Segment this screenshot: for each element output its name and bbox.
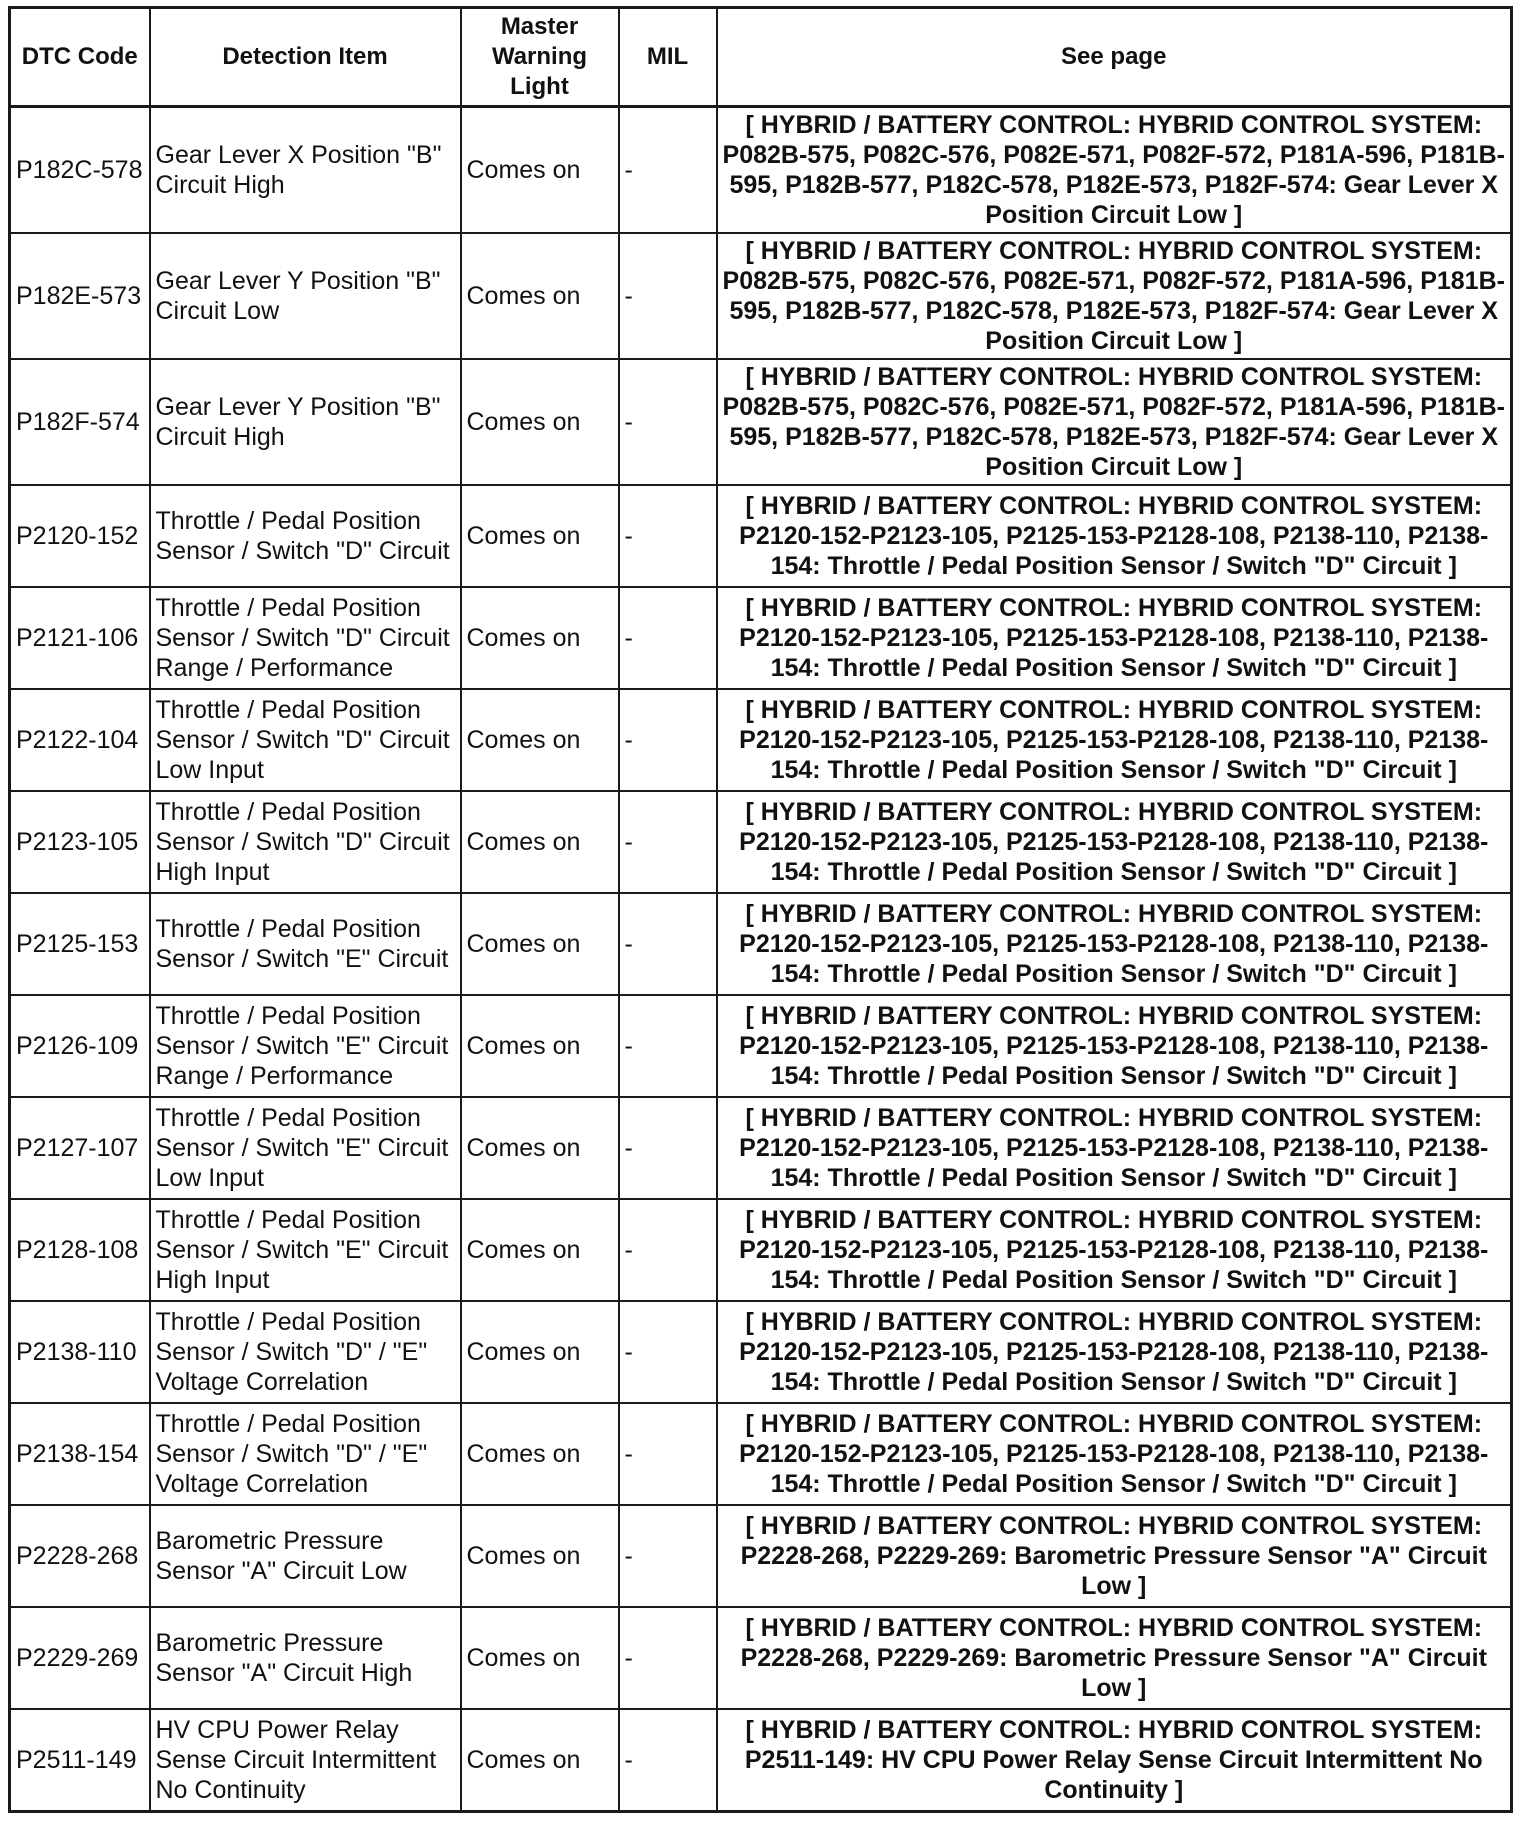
see-page-link[interactable]: [ HYBRID / BATTERY CONTROL: HYBRID CONTROL SYSTEM: P2120-152-P2123-105, P2125-153-P2128-108, P2138-110, P2138-154: Throttle / Pedal Position Sensor / Switch "D" Circuit ] (717, 689, 1512, 791)
see-page-link[interactable]: [ HYBRID / BATTERY CONTROL: HYBRID CONTROL SYSTEM: P2120-152-P2123-105, P2125-153-P2128-108, P2138-110, P2138-154: Throttle / Pedal Position Sensor / Switch "D" Circuit ] (717, 791, 1512, 893)
mil-cell: - (619, 995, 717, 1097)
dtc-code-cell: P2128-108 (10, 1199, 150, 1301)
see-page-link[interactable]: [ HYBRID / BATTERY CONTROL: HYBRID CONTROL SYSTEM: P2228-268, P2229-269: Barometric Pressure Sensor "A" Circuit Low ] (717, 1607, 1512, 1709)
mil-cell: - (619, 1709, 717, 1811)
detection-item-cell: Throttle / Pedal Position Sensor / Switch "E" Circuit (150, 893, 461, 995)
table-body (10, 107, 1512, 1812)
master-warning-light-cell: Comes on (461, 1403, 619, 1505)
mil-cell: - (619, 359, 717, 485)
dtc-code-cell: P2126-109 (10, 995, 150, 1097)
mil-cell: - (619, 1505, 717, 1607)
table-row (10, 995, 1512, 1097)
dtc-code-cell: P2228-268 (10, 1505, 150, 1607)
table-row (10, 1505, 1512, 1607)
table-row (10, 893, 1512, 995)
dtc-code-cell: P2125-153 (10, 893, 150, 995)
detection-item-cell: Throttle / Pedal Position Sensor / Switch "D" / "E" Voltage Correlation (150, 1301, 461, 1403)
table-row (10, 359, 1512, 485)
mil-cell: - (619, 791, 717, 893)
master-warning-light-cell: Comes on (461, 791, 619, 893)
dtc-code-cell: P182F-574 (10, 359, 150, 485)
mil-cell: - (619, 1199, 717, 1301)
mil-cell: - (619, 1301, 717, 1403)
see-page-link[interactable]: [ HYBRID / BATTERY CONTROL: HYBRID CONTROL SYSTEM: P2120-152-P2123-105, P2125-153-P2128-108, P2138-110, P2138-154: Throttle / Pedal Position Sensor / Switch "D" Circuit ] (717, 587, 1512, 689)
see-page-link[interactable]: [ HYBRID / BATTERY CONTROL: HYBRID CONTROL SYSTEM: P082B-575, P082C-576, P082E-571, P082F-572, P181A-596, P181B-595, P182B-577, P182C-578, P182E-573, P182F-574: Gear Lever X Position Circuit Low ] (717, 107, 1512, 234)
dtc-code-cell: P2511-149 (10, 1709, 150, 1811)
header-mil: MIL (619, 8, 717, 107)
table-row (10, 107, 1512, 234)
see-page-link[interactable]: [ HYBRID / BATTERY CONTROL: HYBRID CONTROL SYSTEM: P2120-152-P2123-105, P2125-153-P2128-108, P2138-110, P2138-154: Throttle / Pedal Position Sensor / Switch "D" Circuit ] (717, 1301, 1512, 1403)
header-dtc-code: DTC Code (10, 8, 150, 107)
see-page-link[interactable]: [ HYBRID / BATTERY CONTROL: HYBRID CONTROL SYSTEM: P2120-152-P2123-105, P2125-153-P2128-108, P2138-110, P2138-154: Throttle / Pedal Position Sensor / Switch "D" Circuit ] (717, 893, 1512, 995)
detection-item-cell: Throttle / Pedal Position Sensor / Switch "E" Circuit Range / Performance (150, 995, 461, 1097)
detection-item-cell: Barometric Pressure Sensor "A" Circuit Low (150, 1505, 461, 1607)
dtc-table-container (8, 6, 1510, 1813)
see-page-link[interactable]: [ HYBRID / BATTERY CONTROL: HYBRID CONTROL SYSTEM: P2120-152-P2123-105, P2125-153-P2128-108, P2138-110, P2138-154: Throttle / Pedal Position Sensor / Switch "D" Circuit ] (717, 1199, 1512, 1301)
master-warning-light-cell: Comes on (461, 485, 619, 587)
table-row (10, 1301, 1512, 1403)
see-page-link[interactable]: [ HYBRID / BATTERY CONTROL: HYBRID CONTROL SYSTEM: P082B-575, P082C-576, P082E-571, P082F-572, P181A-596, P181B-595, P182B-577, P182C-578, P182E-573, P182F-574: Gear Lever X Position Circuit Low ] (717, 233, 1512, 359)
mil-cell: - (619, 107, 717, 234)
detection-item-cell: Throttle / Pedal Position Sensor / Switch "D" Circuit Range / Performance (150, 587, 461, 689)
master-warning-light-cell: Comes on (461, 1301, 619, 1403)
detection-item-cell: Gear Lever Y Position "B" Circuit Low (150, 233, 461, 359)
table-row (10, 1199, 1512, 1301)
dtc-code-cell: P182C-578 (10, 107, 150, 234)
mil-cell: - (619, 485, 717, 587)
table-header (10, 8, 1512, 107)
detection-item-cell: Throttle / Pedal Position Sensor / Switch "E" Circuit High Input (150, 1199, 461, 1301)
header-see-page: See page (717, 8, 1512, 107)
table-row (10, 485, 1512, 587)
detection-item-cell: Gear Lever Y Position "B" Circuit High (150, 359, 461, 485)
table-row (10, 233, 1512, 359)
detection-item-cell: Barometric Pressure Sensor "A" Circuit High (150, 1607, 461, 1709)
master-warning-light-cell: Comes on (461, 1505, 619, 1607)
master-warning-light-cell: Comes on (461, 1607, 619, 1709)
see-page-link[interactable]: [ HYBRID / BATTERY CONTROL: HYBRID CONTROL SYSTEM: P082B-575, P082C-576, P082E-571, P082F-572, P181A-596, P181B-595, P182B-577, P182C-578, P182E-573, P182F-574: Gear Lever X Position Circuit Low ] (717, 359, 1512, 485)
mil-cell: - (619, 1607, 717, 1709)
dtc-code-cell: P2127-107 (10, 1097, 150, 1199)
header-detection-item: Detection Item (150, 8, 461, 107)
mil-cell: - (619, 1097, 717, 1199)
table-row (10, 791, 1512, 893)
table-row (10, 1097, 1512, 1199)
table-row (10, 1607, 1512, 1709)
see-page-link[interactable]: [ HYBRID / BATTERY CONTROL: HYBRID CONTROL SYSTEM: P2120-152-P2123-105, P2125-153-P2128-108, P2138-110, P2138-154: Throttle / Pedal Position Sensor / Switch "D" Circuit ] (717, 995, 1512, 1097)
dtc-code-cell: P182E-573 (10, 233, 150, 359)
see-page-link[interactable]: [ HYBRID / BATTERY CONTROL: HYBRID CONTROL SYSTEM: P2120-152-P2123-105, P2125-153-P2128-108, P2138-110, P2138-154: Throttle / Pedal Position Sensor / Switch "D" Circuit ] (717, 1403, 1512, 1505)
see-page-link[interactable]: [ HYBRID / BATTERY CONTROL: HYBRID CONTROL SYSTEM: P2120-152-P2123-105, P2125-153-P2128-108, P2138-110, P2138-154: Throttle / Pedal Position Sensor / Switch "D" Circuit ] (717, 485, 1512, 587)
mil-cell: - (619, 587, 717, 689)
master-warning-light-cell: Comes on (461, 587, 619, 689)
master-warning-light-cell: Comes on (461, 689, 619, 791)
mil-cell: - (619, 689, 717, 791)
dtc-code-cell: P2229-269 (10, 1607, 150, 1709)
master-warning-light-cell: Comes on (461, 233, 619, 359)
header-master-warning-light: Master Warning Light (461, 8, 619, 107)
master-warning-light-cell: Comes on (461, 1709, 619, 1811)
detection-item-cell: Throttle / Pedal Position Sensor / Switch "D" / "E" Voltage Correlation (150, 1403, 461, 1505)
dtc-code-cell: P2120-152 (10, 485, 150, 587)
detection-item-cell: Throttle / Pedal Position Sensor / Switch "D" Circuit (150, 485, 461, 587)
detection-item-cell: HV CPU Power Relay Sense Circuit Intermittent No Continuity (150, 1709, 461, 1811)
dtc-table (8, 6, 1513, 1813)
see-page-link[interactable]: [ HYBRID / BATTERY CONTROL: HYBRID CONTROL SYSTEM: P2511-149: HV CPU Power Relay Sense Circuit Intermittent No Continuity ] (717, 1709, 1512, 1811)
master-warning-light-cell: Comes on (461, 995, 619, 1097)
table-row (10, 1403, 1512, 1505)
table-row (10, 1709, 1512, 1811)
detection-item-cell: Throttle / Pedal Position Sensor / Switch "E" Circuit Low Input (150, 1097, 461, 1199)
master-warning-light-cell: Comes on (461, 359, 619, 485)
dtc-code-cell: P2138-110 (10, 1301, 150, 1403)
see-page-link[interactable]: [ HYBRID / BATTERY CONTROL: HYBRID CONTROL SYSTEM: P2120-152-P2123-105, P2125-153-P2128-108, P2138-110, P2138-154: Throttle / Pedal Position Sensor / Switch "D" Circuit ] (717, 1097, 1512, 1199)
master-warning-light-cell: Comes on (461, 1097, 619, 1199)
detection-item-cell: Throttle / Pedal Position Sensor / Switch "D" Circuit Low Input (150, 689, 461, 791)
mil-cell: - (619, 1403, 717, 1505)
mil-cell: - (619, 893, 717, 995)
header-row (10, 8, 1512, 107)
dtc-code-cell: P2122-104 (10, 689, 150, 791)
mil-cell: - (619, 233, 717, 359)
master-warning-light-cell: Comes on (461, 1199, 619, 1301)
dtc-code-cell: P2138-154 (10, 1403, 150, 1505)
table-row (10, 689, 1512, 791)
detection-item-cell: Gear Lever X Position "B" Circuit High (150, 107, 461, 234)
dtc-code-cell: P2123-105 (10, 791, 150, 893)
see-page-link[interactable]: [ HYBRID / BATTERY CONTROL: HYBRID CONTROL SYSTEM: P2228-268, P2229-269: Barometric Pressure Sensor "A" Circuit Low ] (717, 1505, 1512, 1607)
table-row (10, 587, 1512, 689)
master-warning-light-cell: Comes on (461, 107, 619, 234)
master-warning-light-cell: Comes on (461, 893, 619, 995)
detection-item-cell: Throttle / Pedal Position Sensor / Switch "D" Circuit High Input (150, 791, 461, 893)
dtc-code-cell: P2121-106 (10, 587, 150, 689)
